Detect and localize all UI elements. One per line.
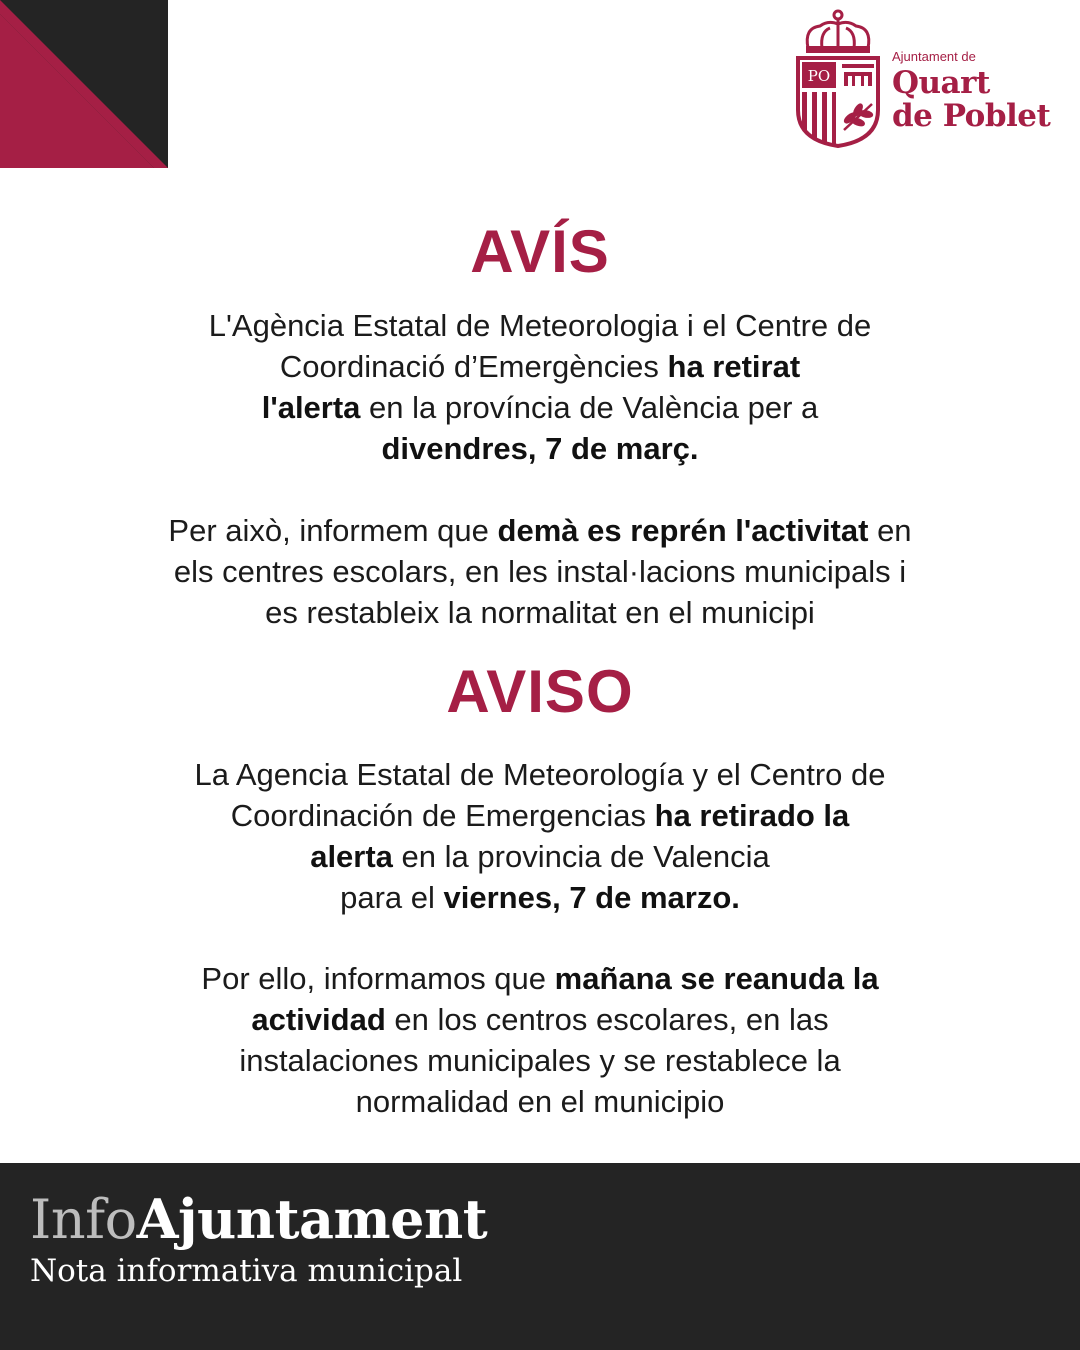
footer-subtitle: Nota informativa municipal bbox=[30, 1253, 463, 1289]
coat-of-arms-icon bbox=[792, 6, 884, 152]
logo-prefix: Ajuntament de bbox=[892, 49, 976, 64]
corner-triangle-decoration bbox=[0, 0, 168, 168]
heading-aviso: AVISO bbox=[446, 658, 634, 725]
logo-line-2: de Poblet bbox=[892, 98, 1051, 134]
paragraph-es-1: La Agencia Estatal de Meteorología y el Centro de Coordinación de Emergencias ha retirado la alerta en la provincia de Valencia para el viernes, 7 de marzo. bbox=[194, 757, 886, 915]
footer-band bbox=[0, 1163, 1080, 1350]
municipality-logo bbox=[792, 6, 1052, 156]
shield-letters: PO bbox=[807, 67, 831, 85]
footer-title-info: Info bbox=[30, 1188, 137, 1251]
logo-wordmark bbox=[892, 50, 1050, 133]
heading-avis: AVÍS bbox=[470, 218, 610, 285]
paragraph-es-2: Por ello, informamos que mañana se reanuda la actividad en los centros escolares, en las instalaciones municipales y se restablece la normalidad en el municipio bbox=[201, 961, 879, 1119]
logo-line-1: Quart bbox=[892, 65, 990, 101]
footer-title bbox=[30, 1189, 487, 1250]
paragraph-ca-2: Per això, informem que demà es reprén l'activitat en els centres escolars, en les instal·lacions municipals i es restableix la normalitat en el municipi bbox=[168, 513, 912, 630]
paragraph-ca-1: L'Agència Estatal de Meteorologia i el Centre de Coordinació d’Emergències ha retirat l'alerta en la província de València per a divendres, 7 de març. bbox=[208, 308, 872, 466]
footer-title-ajuntament: Ajuntament bbox=[136, 1187, 488, 1251]
